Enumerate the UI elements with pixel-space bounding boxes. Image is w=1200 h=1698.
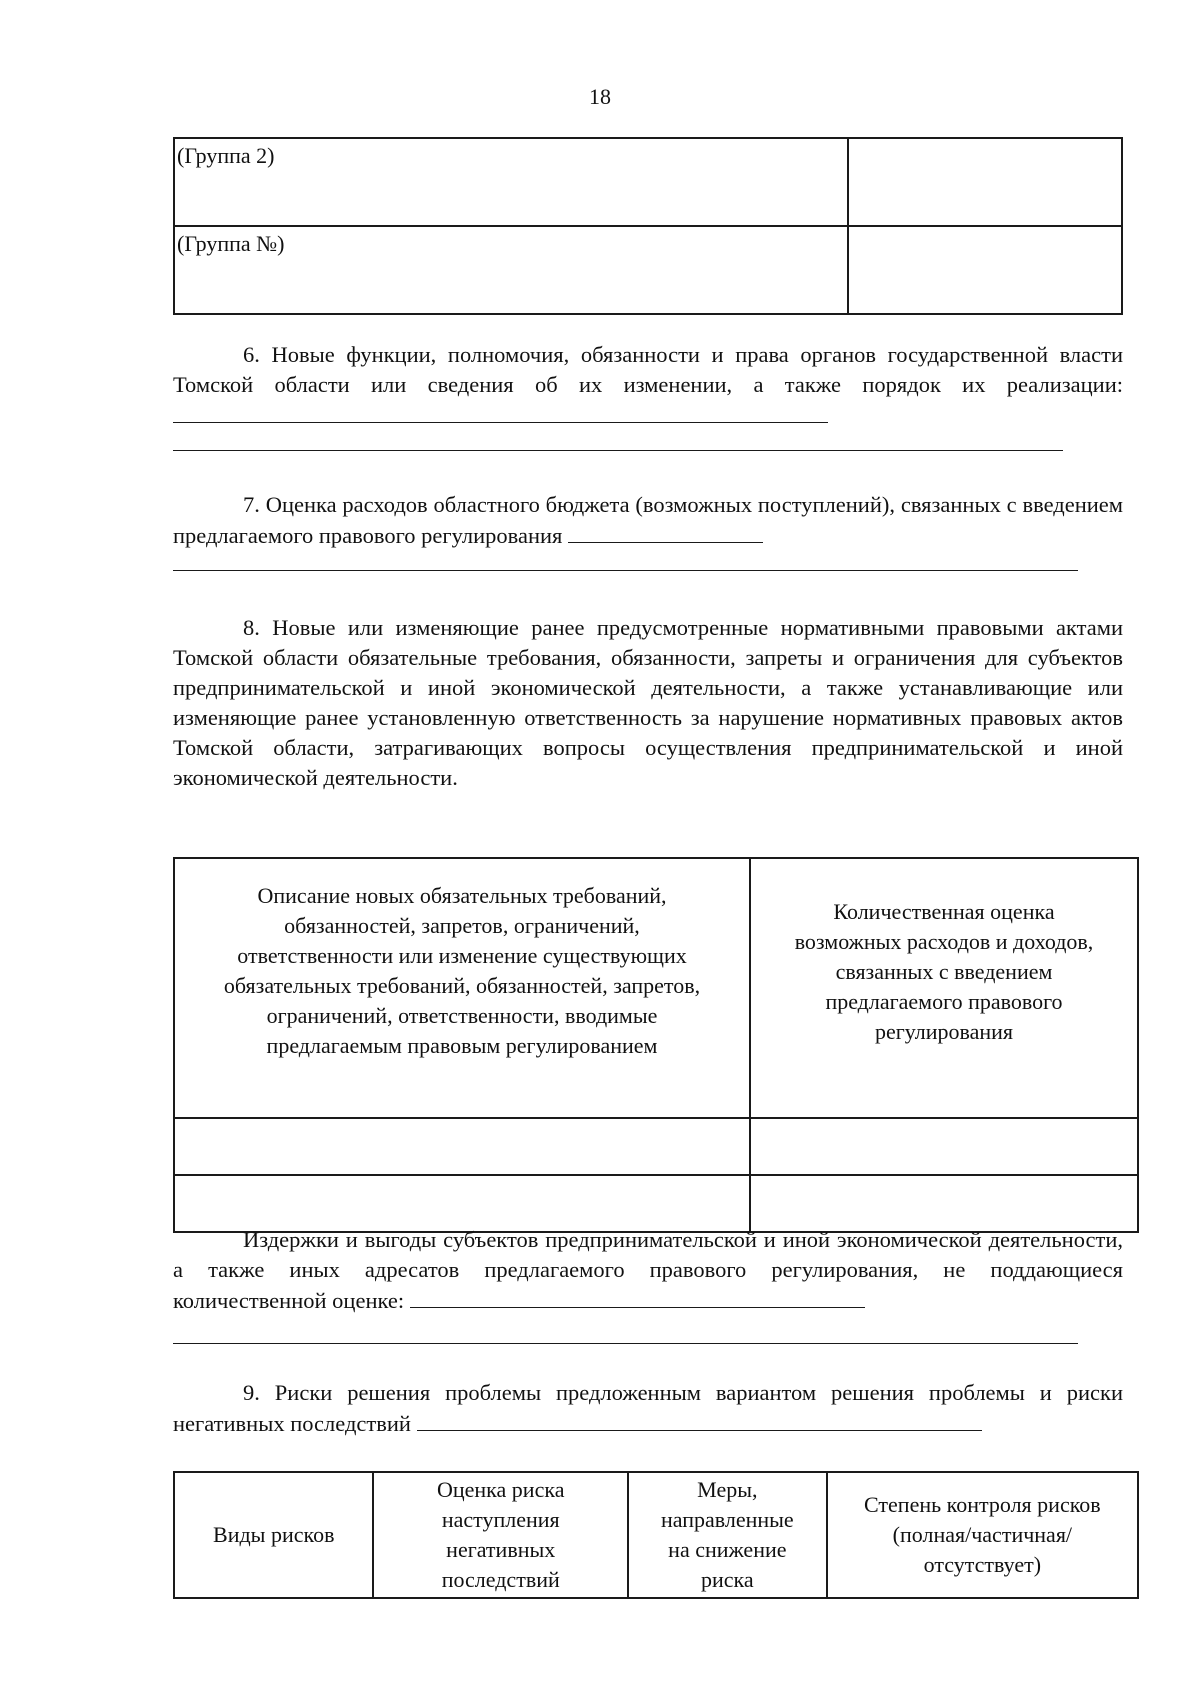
group-label-cell: (Группа №) bbox=[174, 226, 848, 314]
section-7-text: 7. Оценка расходов областного бюджета (возможных поступлений), связанных с введением предлагаемого правового регулирования bbox=[173, 492, 1123, 548]
risk-control-header: Степень контроля рисков (полная/частичная/ отсутствует) bbox=[827, 1472, 1138, 1598]
table-header-row bbox=[174, 1472, 1138, 1598]
requirements-column-header: Описание новых обязательных требований, обязанностей, запретов, ограничений, ответственности или изменение существующих обязательных требований, обязанностей, запретов, ограничений, ответственности, вводимые предлагаемым правовым регулированием bbox=[174, 858, 750, 1118]
table-row bbox=[174, 1118, 1138, 1175]
fill-in-line bbox=[173, 400, 828, 423]
group-label-cell: (Группа 2) bbox=[174, 138, 848, 226]
costs-paragraph bbox=[173, 1225, 1123, 1316]
table-cell bbox=[750, 1118, 1138, 1175]
table-cell bbox=[750, 1175, 1138, 1232]
fill-in-line bbox=[173, 570, 1078, 571]
risk-measures-header: Меры, направленные на снижение риска bbox=[628, 1472, 827, 1598]
table-row bbox=[174, 226, 1122, 314]
section-8-text: 8. Новые или изменяющие ранее предусмотренные нормативными правовыми актами Томской области обязательные требования, обязанности, запреты и ограничения для субъектов предпринимательской и иной экономической деятельности, а также устанавливающие или изменяющие ранее установленную ответственность за нарушение нормативных правовых актов Томской области, затрагивающих вопросы осуществления предпринимательской и иной экономической деятельности. bbox=[173, 615, 1123, 790]
groups-table bbox=[173, 137, 1123, 315]
cost-estimate-column-header: Количественная оценка возможных расходов и доходов, связанных с введением предлагаемого правового регулирования bbox=[750, 858, 1138, 1118]
page-number: 18 bbox=[589, 84, 611, 109]
group-value-cell bbox=[848, 226, 1122, 314]
fill-in-line bbox=[568, 520, 763, 543]
section-9-text: 9. Риски решения проблемы предложенным вариантом решения проблемы и риски негативных последствий bbox=[173, 1380, 1123, 1436]
requirements-table bbox=[173, 857, 1139, 1233]
fill-in-line bbox=[410, 1285, 865, 1308]
section-7-paragraph bbox=[173, 490, 1123, 551]
section-8-paragraph bbox=[173, 613, 1123, 793]
costs-text: Издержки и выгоды субъектов предпринимательской и иной экономической деятельности, а также иных адресатов предлагаемого правового регулирования, не поддающиеся количественной оценке: bbox=[173, 1227, 1123, 1313]
table-cell bbox=[174, 1118, 750, 1175]
risk-table bbox=[173, 1471, 1139, 1599]
risk-types-header: Виды рисков bbox=[174, 1472, 373, 1598]
table-row bbox=[174, 1175, 1138, 1232]
fill-in-line bbox=[173, 450, 1063, 451]
section-9-paragraph bbox=[173, 1378, 1123, 1439]
group-value-cell bbox=[848, 138, 1122, 226]
table-row bbox=[174, 138, 1122, 226]
risk-assessment-header: Оценка риска наступления негативных последствий bbox=[373, 1472, 627, 1598]
section-6-text: 6. Новые функции, полномочия, обязанности и права органов государственной власти Томской области или сведения об их изменении, а также порядок их реализации: bbox=[173, 342, 1123, 397]
fill-in-line bbox=[417, 1408, 982, 1431]
table-header-row bbox=[174, 858, 1138, 1118]
section-6-paragraph bbox=[173, 340, 1123, 431]
fill-in-line bbox=[173, 1343, 1078, 1344]
table-cell bbox=[174, 1175, 750, 1232]
